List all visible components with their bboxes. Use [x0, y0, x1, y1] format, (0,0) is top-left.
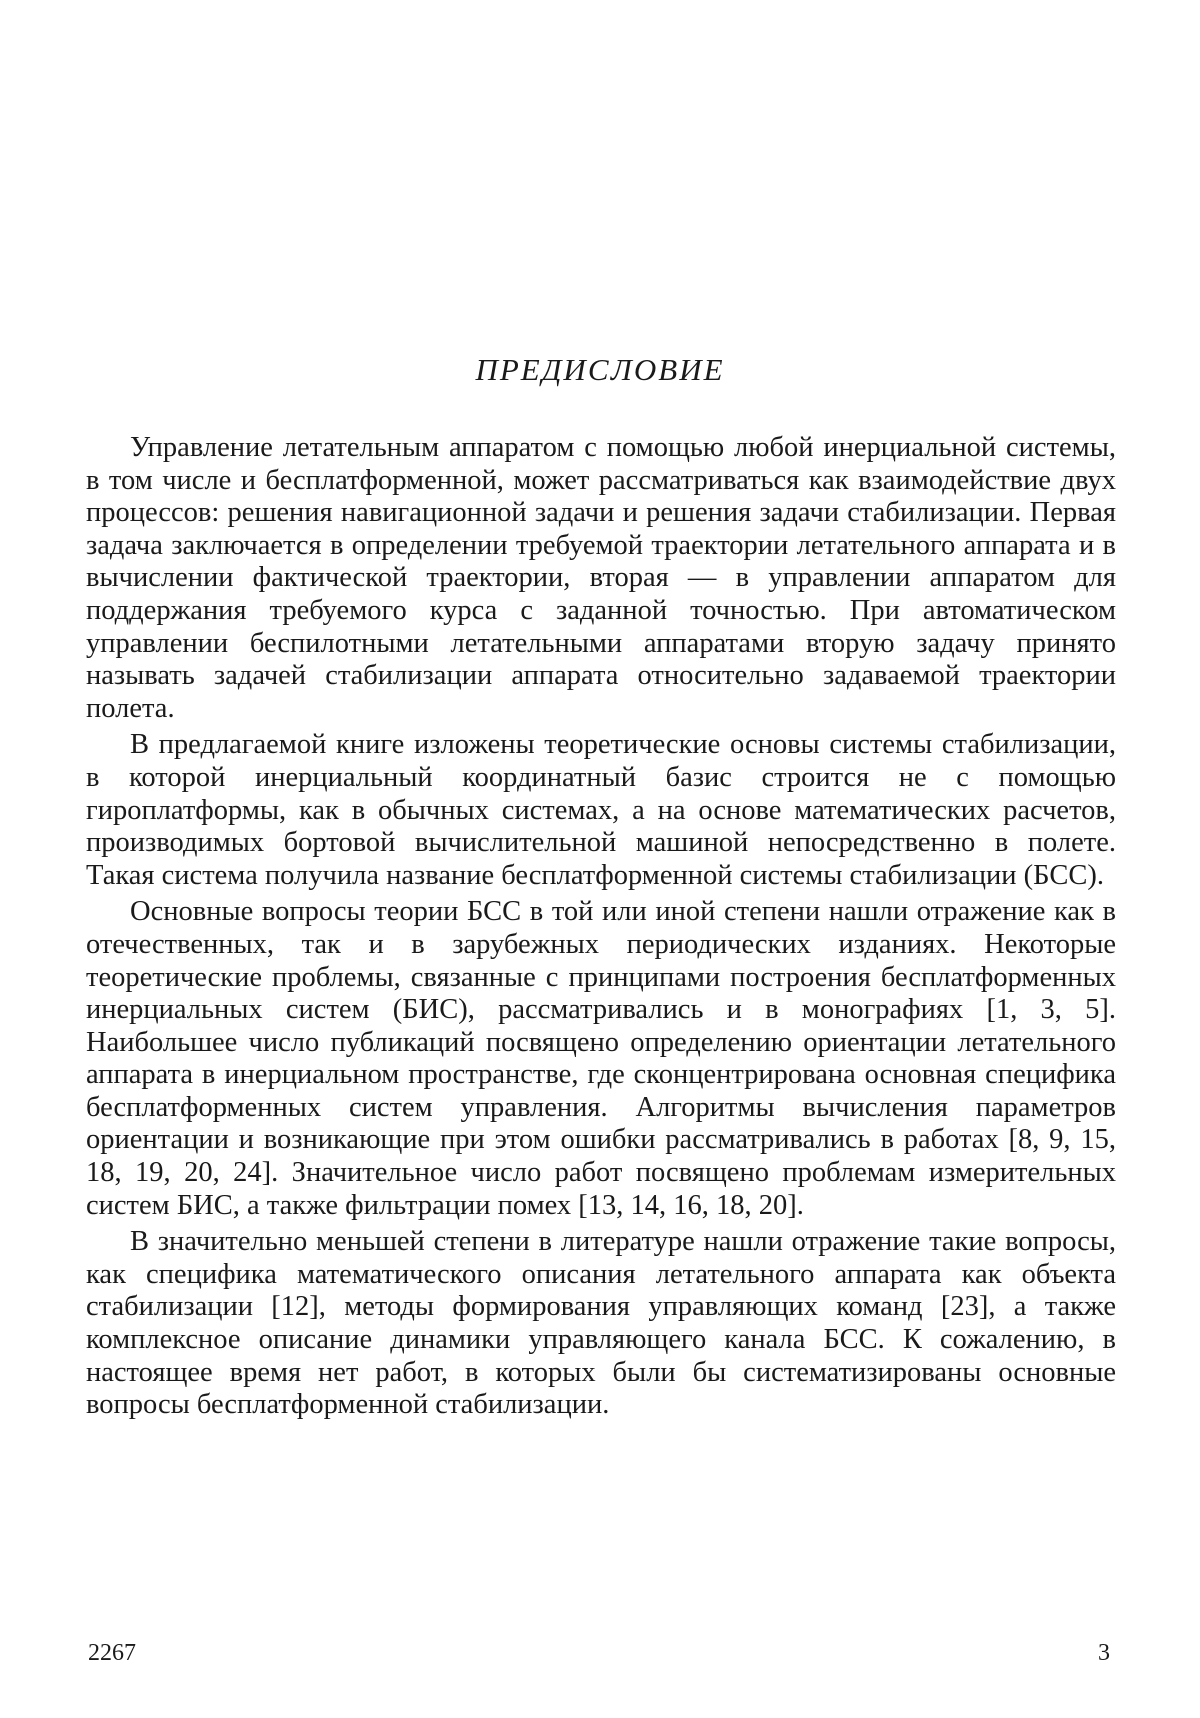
preface-text	[86, 432, 1116, 1422]
paragraph-2: В предлагаемой книге изложены теоретические основы системы стабилизации, в которой инерциальный координатный базис строится не с помощью гироплатформы, как в обычных системах, а на основе математических расчетов, производимых бортовой вычислительной машиной непосредственно в полете. Такая система получила название бесплатформенной системы стабилизации (БСС).	[86, 729, 1116, 891]
paragraph-3: Основные вопросы теории БСС в той или иной степени нашли отражение как в отечественных, так и в зарубежных периодических изданиях. Некоторые теоретические проблемы, связанные с принципами построения бесплатформенных инерциальных систем (БИС), рассматривались и в монографиях [1, 3, 5]. Наибольшее число публикаций посвящено определению ориентации летательного аппарата в инерциальном пространстве, где сконцентрирована основная специфика бесплатформенных систем управления. Алгоритмы вычисления параметров ориентации и возникающие при этом ошибки рассматривались в работах [8, 9, 15, 18, 19, 20, 24]. Значительное число работ посвящено проблемам измерительных систем БИС, а также фильтрации помех [13, 14, 16, 18, 20].	[86, 896, 1116, 1221]
page-number: 3	[1098, 1640, 1110, 1666]
paragraph-1: Управление летательным аппаратом с помощью любой инерциальной системы, в том числе и бесплатформенной, может рассматриваться как взаимодействие двух процессов: решения навигационной задачи и решения задачи стабилизации. Первая задача заключается в определении требуемой траектории летательного аппарата и в вычислении фактической траектории, вторая — в управлении аппаратом для поддержания требуемого курса с заданной точностью. При автоматическом управлении беспилотными летательными аппаратами вторую задачу принято называть задачей стабилизации аппарата относительно задаваемой траектории полета.	[86, 432, 1116, 724]
paragraph-4: В значительно меньшей степени в литературе нашли отражение такие вопросы, как специфика математического описания летательного аппарата как объекта стабилизации [12], методы формирования управляющих команд [23], а также комплексное описание динамики управляющего канала БСС. К сожалению, в настоящее время нет работ, в которых были бы систематизированы основные вопросы бесплатформенной стабилизации.	[86, 1226, 1116, 1421]
signature-mark: 2267	[88, 1640, 136, 1666]
page-title: ПРЕДИСЛОВИЕ	[475, 352, 725, 387]
